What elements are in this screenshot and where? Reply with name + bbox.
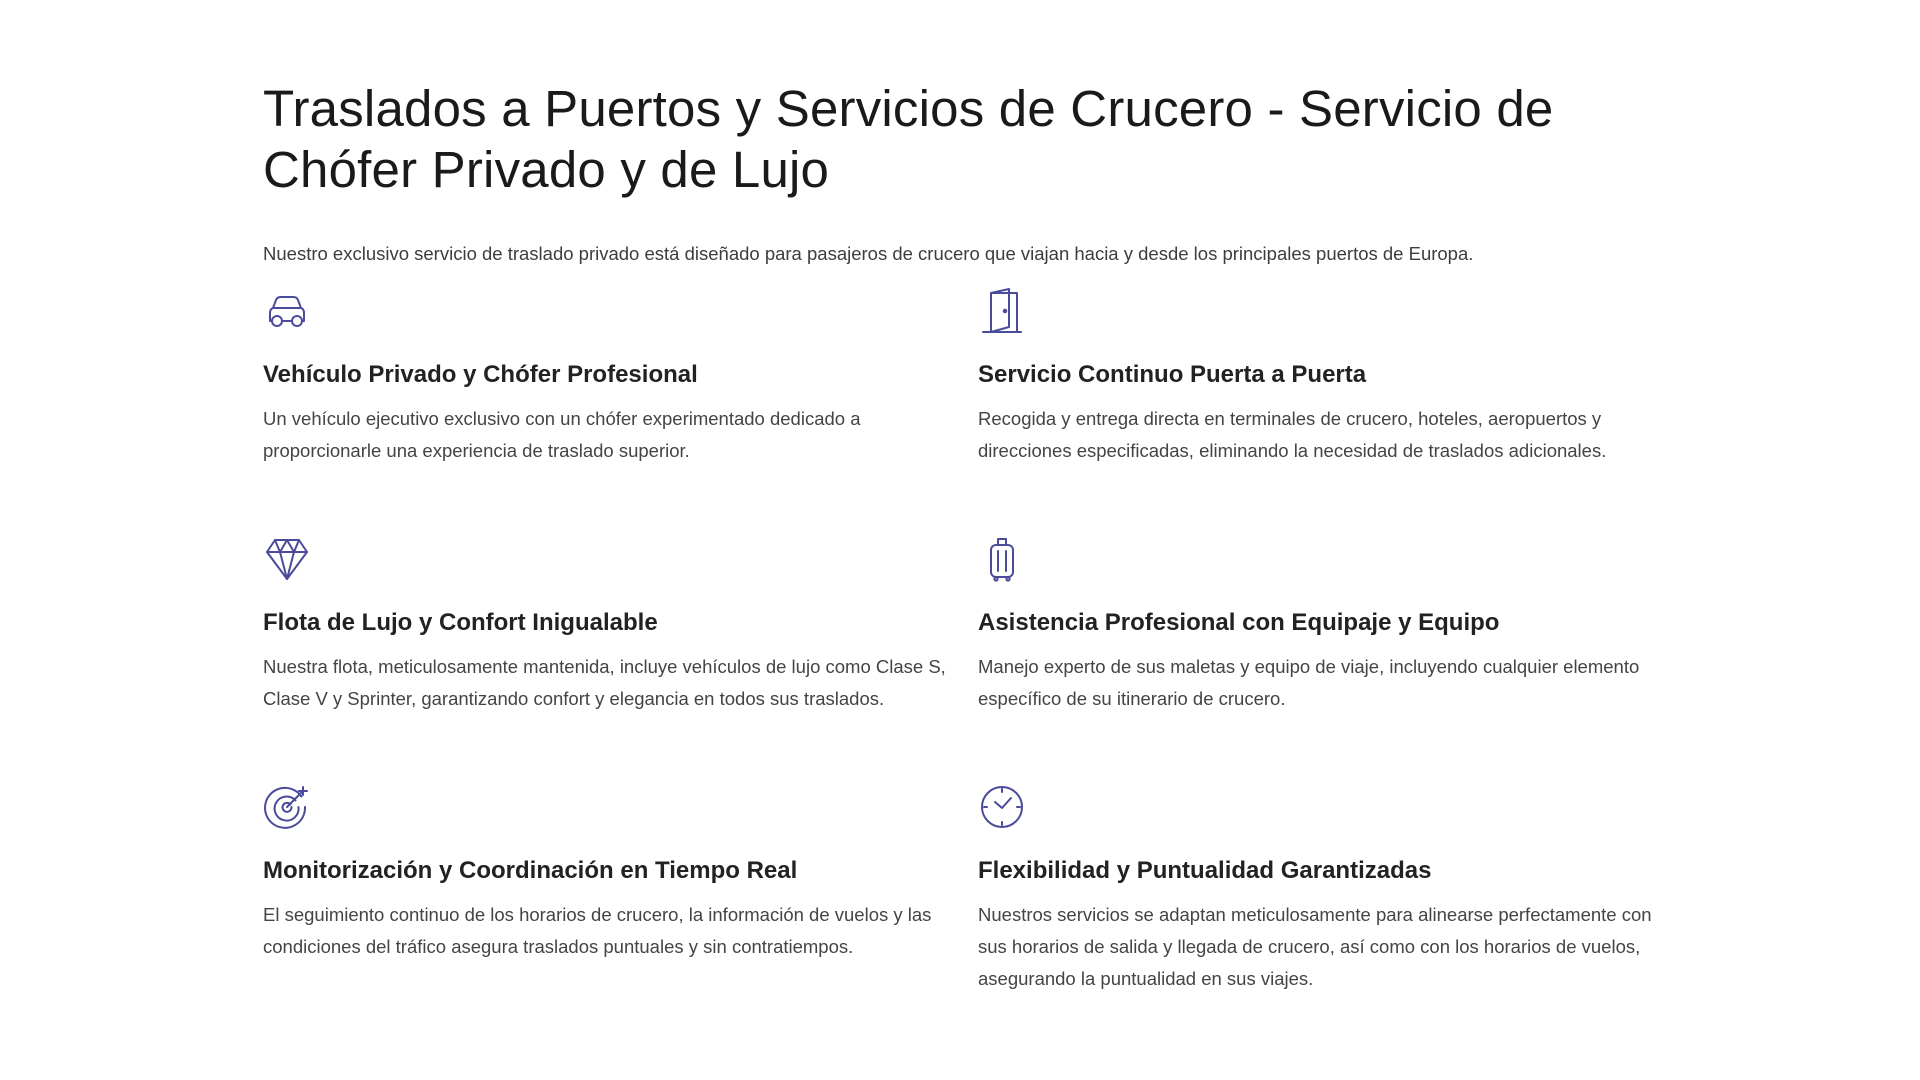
door-icon xyxy=(978,287,1026,335)
feature-luggage-assistance xyxy=(978,535,1673,783)
feature-description: Nuestros servicios se adaptan meticulosamente para alinearse perfectamente con sus horarios de salida y llegada de crucero, así como con los horarios de vuelos, asegurando la puntualidad en sus viajes. xyxy=(978,904,1652,989)
feature-luxury-fleet xyxy=(263,535,978,783)
diamond-icon xyxy=(263,535,311,583)
feature-description: Recogida y entrega directa en terminales de crucero, hoteles, aeropuertos y direcciones especificadas, eliminando la necesidad de traslados adicionales. xyxy=(978,408,1607,461)
feature-description: Manejo experto de sus maletas y equipo de viaje, incluyendo cualquier elemento específico de su itinerario de crucero. xyxy=(978,656,1640,709)
feature-title: Asistencia Profesional con Equipaje y Equipo xyxy=(978,609,1500,636)
feature-description: Nuestra flota, meticulosamente mantenida, incluye vehículos de lujo como Clase S, Clase V y Sprinter, garantizando confort y elegancia en todos sus traslados. xyxy=(263,656,946,709)
clock-icon xyxy=(978,783,1026,831)
feature-description: El seguimiento continuo de los horarios de crucero, la información de vuelos y las condiciones del tráfico asegura traslados puntuales y sin contratiempos. xyxy=(263,904,932,957)
main-content xyxy=(263,78,1673,1031)
feature-private-vehicle xyxy=(263,287,978,535)
features-grid xyxy=(263,287,1673,1031)
feature-flexibility-punctuality xyxy=(978,783,1673,1031)
page-title: Traslados a Puertos y Servicios de Crucero - Servicio de Chófer Privado y de Lujo xyxy=(263,80,1554,198)
feature-title: Flexibilidad y Puntualidad Garantizadas xyxy=(978,857,1432,884)
suitcase-icon xyxy=(978,535,1026,583)
target-icon xyxy=(263,783,311,831)
feature-title: Servicio Continuo Puerta a Puerta xyxy=(978,361,1367,388)
feature-title: Vehículo Privado y Chófer Profesional xyxy=(263,361,698,388)
feature-description: Un vehículo ejecutivo exclusivo con un chófer experimentado dedicado a proporcionarle una experiencia de traslado superior. xyxy=(263,408,861,461)
feature-title: Flota de Lujo y Confort Inigualable xyxy=(263,609,658,636)
intro-text: Nuestro exclusivo servicio de traslado privado está diseñado para pasajeros de crucero que viajan hacia y desde los principales puertos de Europa. xyxy=(263,243,1474,264)
feature-real-time-monitoring xyxy=(263,783,978,1031)
car-icon xyxy=(263,287,311,335)
feature-door-to-door xyxy=(978,287,1673,535)
feature-title: Monitorización y Coordinación en Tiempo Real xyxy=(263,857,798,884)
